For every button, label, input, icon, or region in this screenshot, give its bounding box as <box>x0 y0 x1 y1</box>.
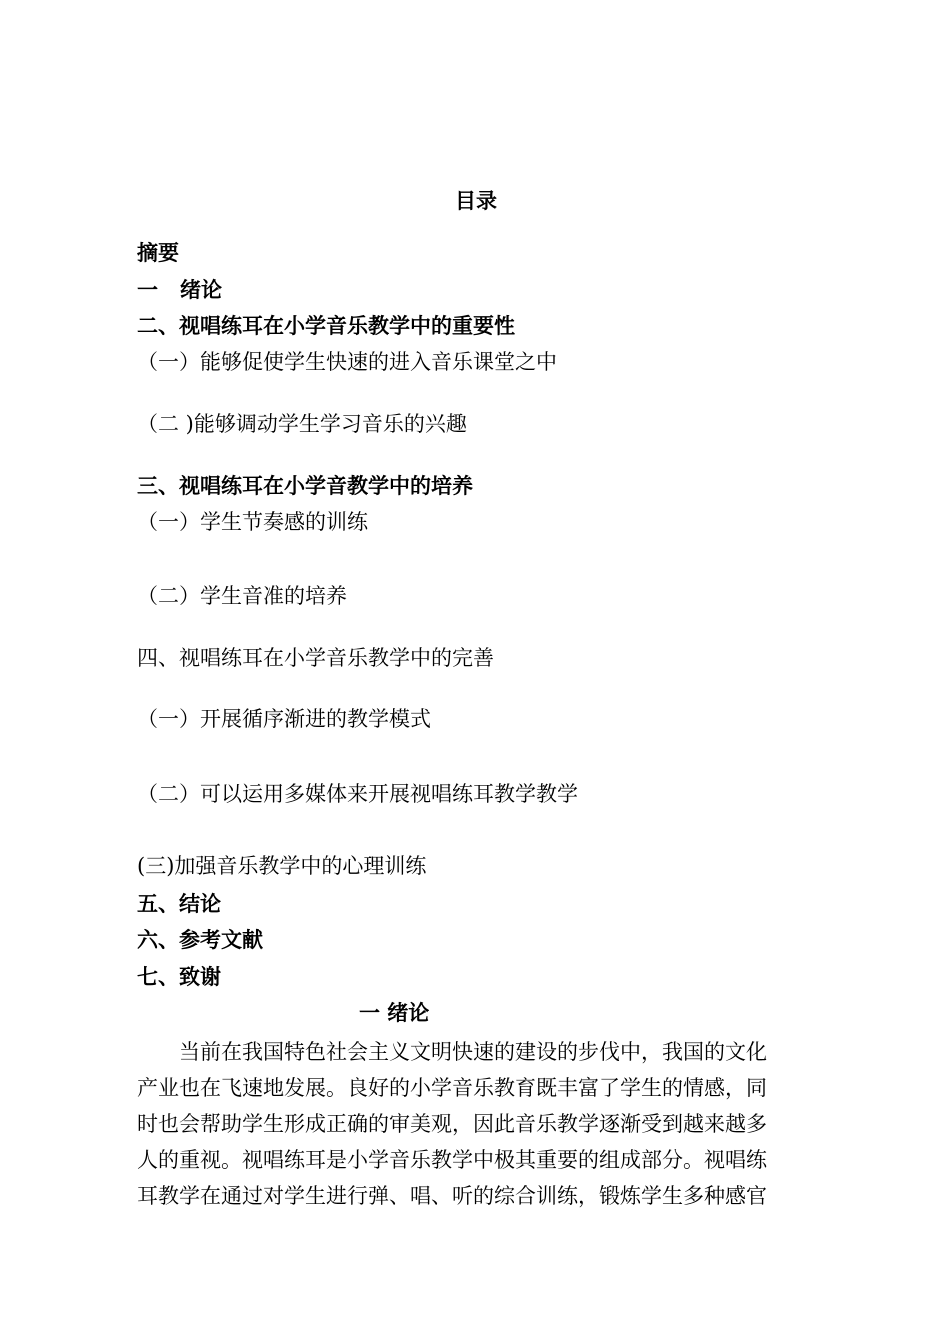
toc-chapter-4-2: （二）可以运用多媒体来开展视唱练耳教学教学 <box>137 782 578 806</box>
toc-abstract: 摘要 <box>137 241 179 265</box>
toc-chapter-3-2: （二）学生音准的培养 <box>137 584 347 608</box>
paragraph-line: 时也会帮助学生形成正确的审美观，因此音乐教学逐渐受到越来越多 <box>137 1112 767 1136</box>
toc-chapter-2: 二、视唱练耳在小学音乐教学中的重要性 <box>137 314 515 338</box>
toc-chapter-6: 六、参考文献 <box>137 928 263 952</box>
toc-chapter-4-3: (三)加强音乐教学中的心理训练 <box>137 854 427 878</box>
paragraph-line: 耳教学在通过对学生进行弹、唱、听的综合训练，锻炼学生多种感官 <box>137 1184 767 1208</box>
section-paragraph <box>137 1042 817 1222</box>
toc-chapter-1 <box>137 280 222 301</box>
toc-chapter-4-1: （一）开展循序渐进的教学模式 <box>137 707 431 731</box>
toc-chapter-3: 三、视唱练耳在小学音教学中的培养 <box>137 474 473 498</box>
paragraph-line: 产业也在飞速地发展。良好的小学音乐教育既丰富了学生的情感，同 <box>137 1076 767 1100</box>
paragraph-line: 人的重视。视唱练耳是小学音乐教学中极其重要的组成部分。视唱练 <box>137 1148 767 1172</box>
section-heading: 一 绪论 <box>359 1001 430 1025</box>
toc-chapter-5: 五、结论 <box>137 892 221 916</box>
toc-chapter-7: 七、致谢 <box>137 965 221 989</box>
toc-chapter-1-title: 绪论 <box>180 278 222 302</box>
toc-chapter-2-1: （一）能够促使学生快速的进入音乐课堂之中 <box>137 350 557 374</box>
toc-title: 目录 <box>455 189 497 213</box>
toc-chapter-3-1: （一）学生节奏感的训练 <box>137 510 368 534</box>
paragraph-line: 当前在我国特色社会主义文明快速的建设的步伐中，我国的文化 <box>179 1040 767 1064</box>
toc-chapter-1-number: 一 <box>137 278 158 302</box>
toc-chapter-4: 四、视唱练耳在小学音乐教学中的完善 <box>137 646 494 670</box>
toc-chapter-2-2: （二 )能够调动学生学习音乐的兴趣 <box>137 412 467 436</box>
